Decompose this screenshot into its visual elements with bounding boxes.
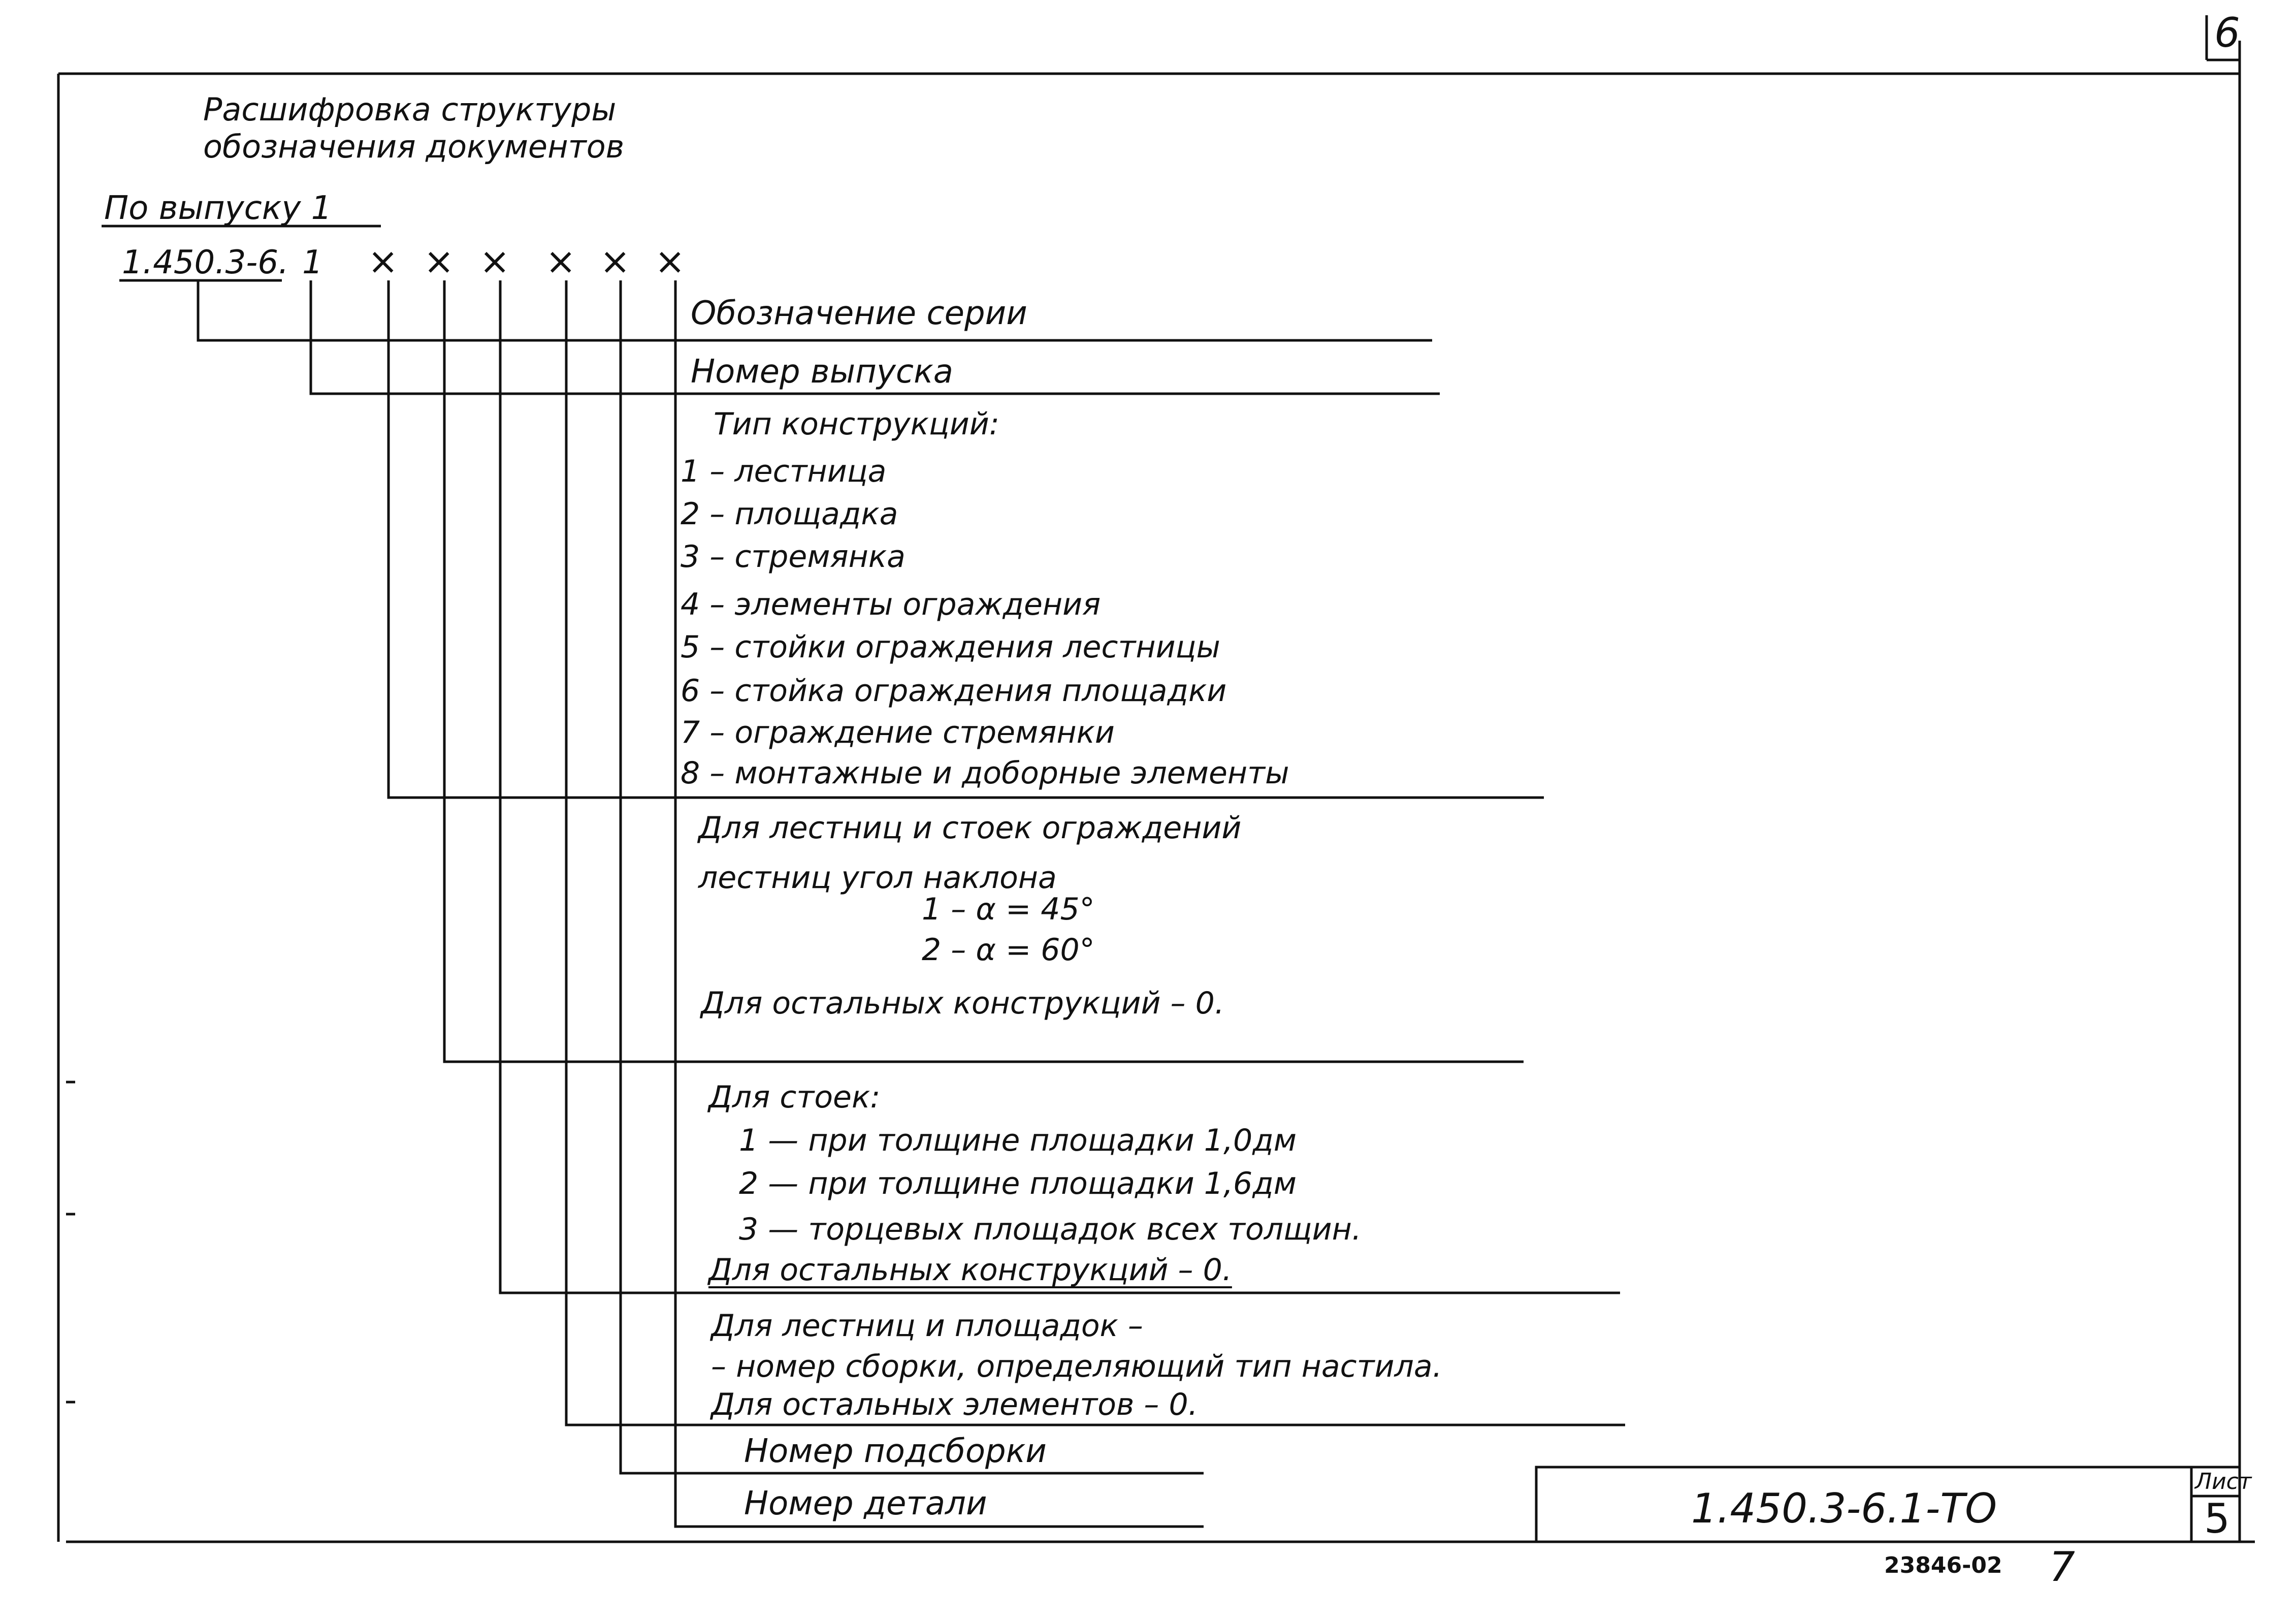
code-base: 1.450.3-6.: [122, 244, 289, 281]
angle-option-1: 1 – α = 45°: [922, 892, 1095, 927]
issue-number-label: Номер выпуска: [691, 353, 953, 391]
subassembly-label: Номер подсборки: [744, 1433, 1047, 1470]
code-placeholder-1: ×: [368, 240, 399, 282]
sheet-number: 5: [2204, 1495, 2230, 1542]
title-line-1: Расшифровка структуры: [203, 91, 617, 128]
code-placeholder-3: ×: [479, 240, 510, 282]
code-placeholder-5: ×: [600, 240, 631, 282]
construction-type-item: 3 – стремянка: [681, 539, 906, 575]
posts-rest: Для остальных конструкций – 0.: [708, 1252, 1232, 1288]
assembly-line-2: – номер сборки, определяющий тип настила.: [711, 1349, 1442, 1384]
code-placeholder-2: ×: [424, 240, 455, 282]
page-number: 6: [2214, 9, 2240, 56]
angle-line-2: лестниц угол наклона: [698, 860, 1057, 896]
footer-stamp: 23846-02: [1884, 1552, 2002, 1578]
code-placeholder-4: ×: [545, 240, 576, 282]
angle-line-1: Для лестниц и стоек ограждений: [698, 810, 1242, 846]
construction-type-item: 7 – ограждение стремянки: [681, 715, 1115, 750]
footer-page: 7: [2049, 1543, 2075, 1591]
construction-type-item: 4 – элементы ограждения: [681, 587, 1101, 622]
posts-item: 3 — торцевых площадок всех толщин.: [739, 1212, 1362, 1247]
construction-type-item: 1 – лестница: [681, 454, 887, 489]
construction-type-heading: Тип конструкций:: [714, 406, 999, 442]
construction-type-item: 5 – стойки ограждения лестницы: [681, 629, 1220, 665]
construction-type-item: 6 – стойка ограждения площадки: [681, 673, 1227, 709]
posts-item: 1 — при толщине площадки 1,0дм: [739, 1123, 1297, 1158]
construction-type-item: 8 – монтажные и доборные элементы: [681, 755, 1289, 791]
angle-rest: Для остальных конструкций – 0.: [701, 986, 1224, 1021]
assembly-line-1: Для лестниц и площадок –: [711, 1308, 1143, 1344]
assembly-rest: Для остальных элементов – 0.: [711, 1387, 1198, 1422]
document-designation: 1.450.3-6.1-ТО: [1691, 1485, 1997, 1532]
construction-type-item: 2 – площадка: [681, 496, 898, 532]
angle-option-2: 2 – α = 60°: [922, 932, 1095, 968]
series-label: Обозначение серии: [691, 295, 1027, 332]
sheet-label: Лист: [2195, 1469, 2252, 1495]
detail-label: Номер детали: [744, 1485, 987, 1522]
issue-heading: По выпуску 1: [104, 189, 332, 227]
code-placeholder-6: ×: [655, 240, 686, 282]
posts-item: 2 — при толщине площадки 1,6дм: [739, 1166, 1297, 1201]
title-line-2: обозначения документов: [203, 128, 625, 165]
posts-heading: Для стоек:: [708, 1080, 881, 1115]
code-issue-digit: 1: [302, 244, 323, 281]
